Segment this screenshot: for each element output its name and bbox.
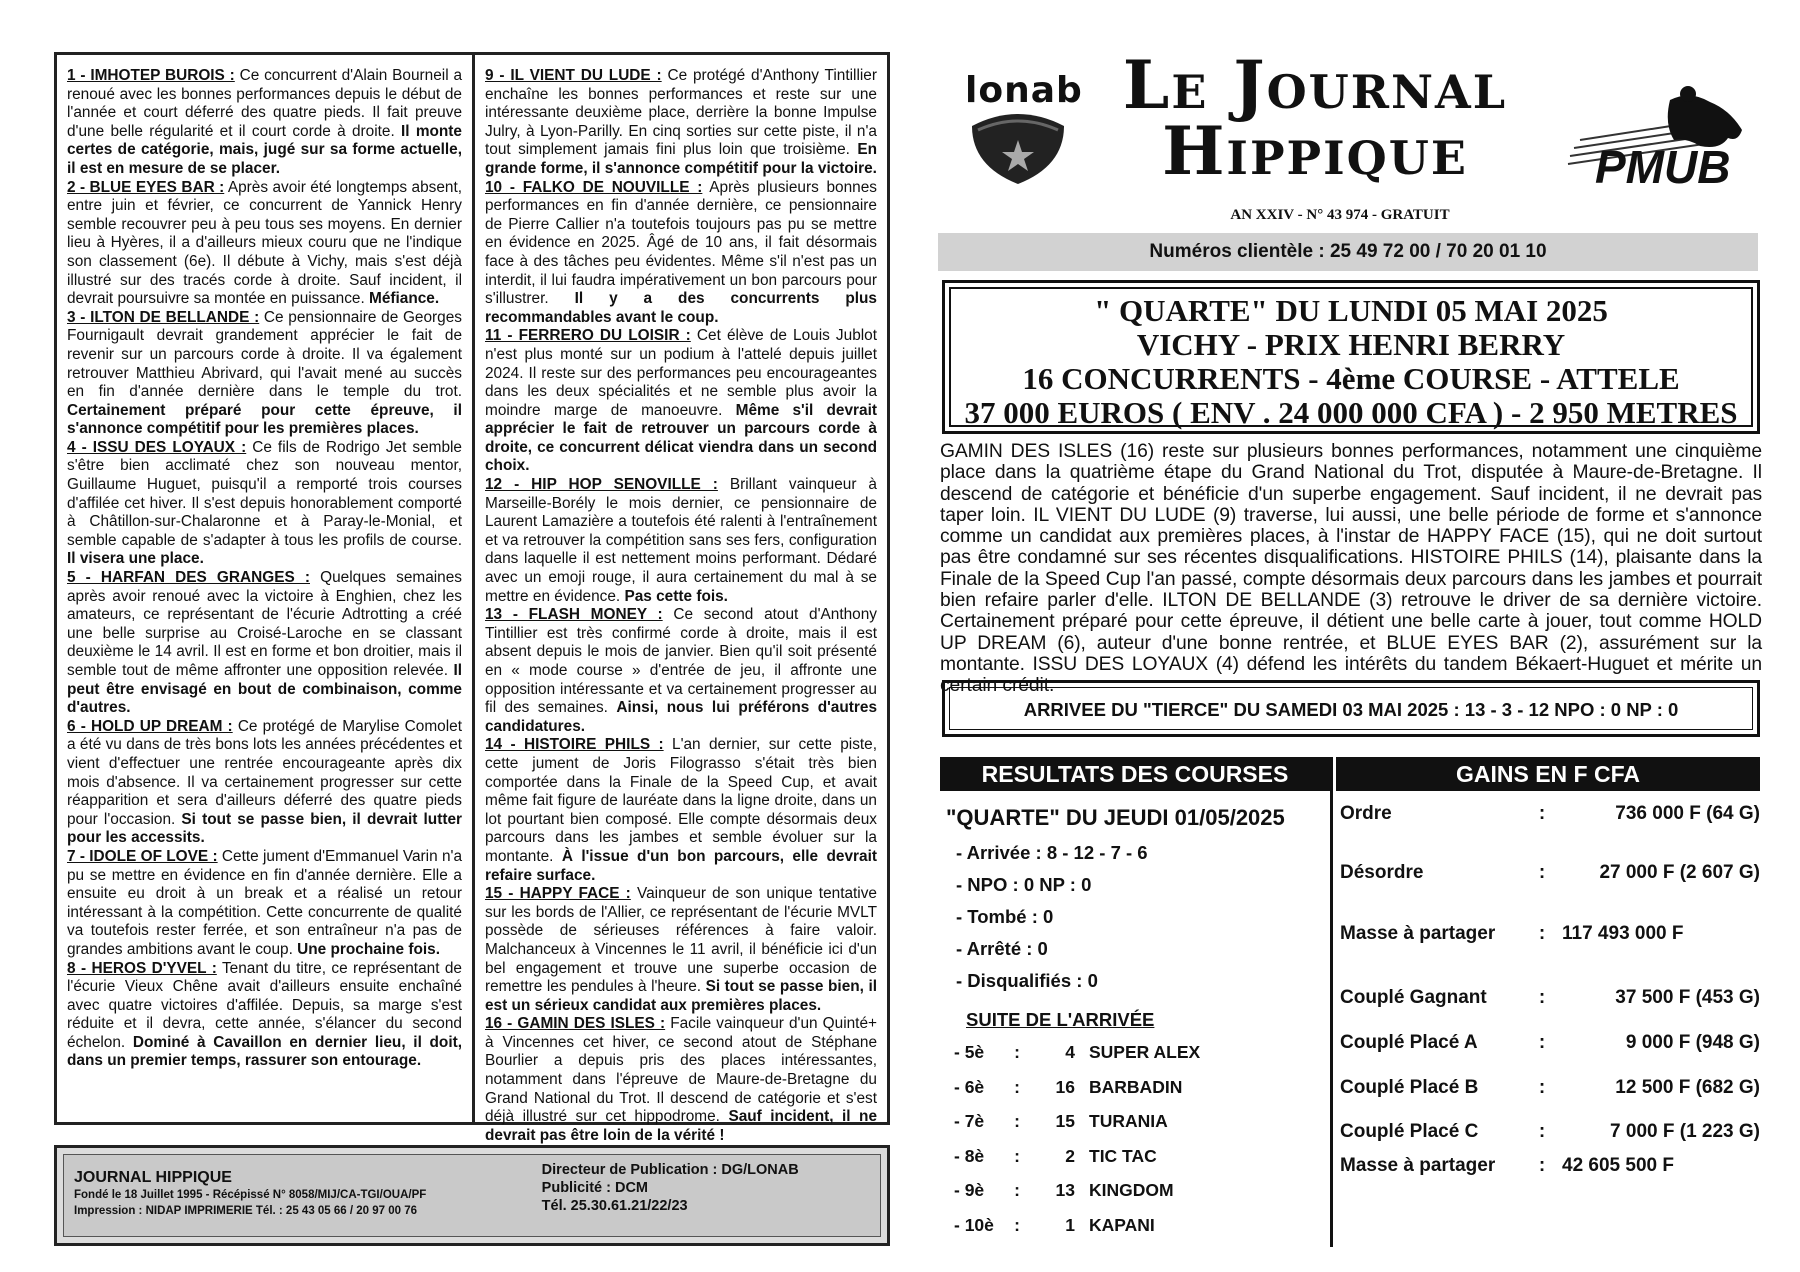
quarte-line-runners: 16 CONCURRENTS - 4ème COURSE - ATTELE	[1022, 361, 1680, 396]
horse-profile-text: L'an dernier, sur cette piste, cette jument de Joris Filograsso s'était très bien comportée dans la Finale de la Speed Cup, et avait même fait figure de lauréate dans la ligne droite, dans un lot pourtant bien composé. Elle compte désormais deux parcours dans les jambes et semble évoluer sur la montante.	[485, 736, 878, 865]
gain-colon: :	[1538, 923, 1546, 944]
suite-rank: - 8è	[954, 1145, 985, 1166]
horse-profile	[485, 476, 877, 606]
horse-profile-verdict: Si tout se passe bien, il devrait lutter pour les accessits.	[67, 810, 463, 847]
gain-colon: :	[1538, 1155, 1546, 1176]
gain-colon: :	[1538, 803, 1546, 824]
suite-rank: - 6è	[954, 1076, 985, 1097]
horse-profile-verdict: Il peut être envisagé en bout de combinaison, comme d'autres.	[67, 662, 462, 717]
horse-profile-text: Ce concurrent d'Alain Bourneil a renoué avec les bonnes performances depuis le début de l'année et court déferré des quatre pieds. Il fait preuve d'une belle régularité et il court corde à droite.	[67, 67, 462, 140]
gain-colon: :	[1538, 1121, 1546, 1142]
footer-advertising: Publicité : DCM	[541, 1180, 649, 1196]
suite-number: 2	[1065, 1145, 1075, 1166]
gain-label: Ordre	[1340, 803, 1392, 824]
suite-list	[940, 1035, 1330, 1242]
suite-colon: :	[1014, 1214, 1020, 1235]
gain-value: 27 000 F (2 607 G)	[1599, 862, 1760, 883]
profiles-column-1	[57, 55, 472, 1122]
horse-profile-verdict: Une prochaine fois.	[297, 940, 440, 958]
horse-profile-text: Ce fils de Rodrigo Jet semble s'être bien acclimaté chez son nouveau mentor, Guillaume Huguet, puisqu'il a remporté trois courses d'affilée cet hiver. Il s'est depuis honorablement comporté à Châtillon-sur-Chalaronne et à Paray-le-Monial, et semble capable de s'adapter à tous les profils de course.	[67, 438, 462, 549]
horse-profile	[67, 179, 462, 309]
horse-profile-verdict: Sauf incident, il ne devrait pas être loin de la vérité !	[485, 1108, 878, 1144]
gain-label: Masse à partager	[1340, 923, 1496, 944]
pmub-wordmark: PMUB	[1595, 141, 1731, 193]
suite-rank: - 9è	[954, 1180, 985, 1200]
result-npo: - NPO : 0 NP : 0	[956, 874, 1092, 895]
result-arrival: - Arrivée : 8 - 12 - 7 - 6	[956, 842, 1148, 863]
footer-left	[74, 1161, 536, 1230]
horse-profile-text: Ce protégé de Marylise Comolet a été vu dans de très bons lots les années précédentes et vient d'effectuer une rentrée encourageante après dix mois d'absence. Il va certainement progresser sur cette réapparition et sera d'ailleurs déferré des quatre pieds pour l'occasion.	[67, 717, 462, 828]
gain-label: Couplé Placé A	[1340, 1032, 1478, 1053]
footer-title: JOURNAL HIPPIQUE	[74, 1169, 232, 1186]
gain-value: 9 000 F (948 G)	[1625, 1032, 1760, 1053]
gain-value: 117 493 000 F	[1562, 923, 1684, 944]
results-lines	[940, 837, 1330, 997]
horse-profile-verdict: Il monte certes de catégorie, mais, jugé sur sa forme actuelle, il est en mesure de se placer.	[67, 122, 462, 177]
results-body	[940, 795, 1330, 1242]
quarte-headline-inner	[949, 287, 1753, 430]
horse-profile-heading: 3 - ILTON DE BELLANDE :	[67, 308, 260, 326]
gain-value: 37 500 F (453 G)	[1615, 987, 1760, 1008]
horse-profile-heading: 5 - HARFAN DES GRANGES :	[67, 569, 310, 587]
gain-row	[1340, 987, 1760, 1009]
horse-profile-text: Après avoir été longtemps absent, entre juin et février, ce concurrent de Yannick Henry semble recouvrer peu à peu tous ses moyens. En dernier lieu à Hyères, il a d'ailleurs mieux couru que ne l'indique son classement (6e). Il débute à Vichy, mais s'est déjà illustré sur des tracés corde à droite. Sauf incident, il devrait poursuivre sa montée en puissance.	[67, 178, 462, 308]
horse-profile	[67, 67, 462, 179]
quarte-line-purse: 37 000 EUROS ( ENV . 24 000 000 CFA ) - 2 950 METRES	[964, 395, 1738, 430]
horse-profile	[485, 179, 877, 328]
gain-label: Couplé Placé B	[1340, 1077, 1479, 1098]
gains-header: GAINS EN F CFA	[1336, 757, 1760, 791]
quarte-line-race: VICHY - PRIX HENRI BERRY	[1136, 327, 1566, 362]
horse-profile-heading: 13 - FLASH MONEY :	[485, 606, 663, 624]
suite-number: 1	[1065, 1214, 1075, 1235]
suite-horse-name: TURANIA	[1089, 1111, 1168, 1131]
suite-row	[940, 1035, 1330, 1070]
suite-number: 15	[1055, 1111, 1075, 1131]
journal-title	[1095, 46, 1535, 190]
horse-profile	[67, 960, 462, 1072]
horse-profile-heading: 15 - HAPPY FACE :	[485, 885, 631, 903]
horse-profile	[67, 309, 462, 439]
horse-profile	[485, 67, 877, 179]
gain-value: 736 000 F (64 G)	[1615, 803, 1760, 824]
suite-rank: - 5è	[954, 1042, 985, 1062]
gain-colon: :	[1538, 1077, 1546, 1098]
tierce-result-box	[942, 680, 1760, 737]
horse-profile-heading: 7 - IDOLE OF LOVE :	[67, 847, 218, 865]
suite-horse-name: BARBADIN	[1089, 1076, 1183, 1097]
horse-profile-heading: 6 - HOLD UP DREAM :	[67, 717, 233, 735]
suite-horse-name: KAPANI	[1089, 1214, 1155, 1235]
horse-profile-heading: 11 - FERRERO DU LOISIR :	[485, 327, 691, 345]
profiles-column-2	[472, 55, 887, 1144]
horse-profile-verdict: En grande forme, il s'annonce compétitif pour la victoire.	[485, 141, 877, 177]
horse-profile	[485, 606, 877, 736]
horse-profile-heading: 14 - HISTOIRE PHILS :	[485, 736, 664, 754]
horse-profile	[485, 736, 877, 885]
gain-value: 42 605 500 F	[1562, 1155, 1674, 1176]
horse-profile-text: Quelques semaines après avoir renoué avec la victoire à Enghien, chez les amateurs, ce représentant de l'écurie Adtrotting a créé une belle surprise au Croisé-Laroche en se classant deuxième le 14 avril. Il est en forme et bon droitier, mais il semble tout de même affronter une opposition relevée.	[67, 569, 462, 679]
footer-founded: Fondé le 18 Juillet 1995 - Récépissé N° 8058/MIJ/CA-TGI/OUA/PF	[74, 1189, 427, 1201]
suite-number: 16	[1055, 1076, 1075, 1097]
suite-horse-name: SUPER ALEX	[1089, 1042, 1201, 1062]
result-fallen: - Tombé : 0	[956, 906, 1054, 927]
horse-profile-text: Cette jument d'Emmanuel Varin n'a pu se mettre en évidence en fin d'année dernière. Elle a ensuite eu droit à un break et a réalisé un retour intéressant à la compétition. Cette concurrente de qualité va toutefois rester ferrée, et son entraîneur n'a pas de grandes ambitions avant le coup.	[67, 847, 463, 958]
horse-profile-verdict: Si tout se passe bien, il est un sérieux candidat aux premières places.	[485, 978, 877, 1014]
footer-printing: Impression : NIDAP IMPRIMERIE Tél. : 25 43 05 66 / 20 97 00 76	[74, 1205, 418, 1217]
result-disqualified: - Disqualifiés : 0	[956, 970, 1098, 991]
lonab-wordmark: lonab	[965, 70, 1083, 111]
suite-colon: :	[1014, 1076, 1020, 1097]
race-summary: GAMIN DES ISLES (16) reste sur plusieurs bonnes performances, notamment une cinquième place dans la quatrième étape du Grand National du Trot, disputée à Maure-de-Bretagne. Il descend de catégorie et bénéficie d'un superbe engagement. Sauf incident, il ne devrait pas taper loin. IL VIENT DU LUDE (9) traverse, lui aussi, une belle période de forme et s'annonce comme un candidat aux premières places, à l'instar de HAPPY FACE (15), qui ne doit surtout pas être condamné sur ses récentes disqualifications. HISTOIRE PHILS (14), plaisante dans la Finale de la Speed Cup l'an passé, compte désormais deux parcours dans les jambes et pourrait bien refaire parler d'elle. ILTON DE BELLANDE (3) retrouve le driver de sa dernière victoire. Certainement préparé pour cette épreuve, il détient une belle carte à jouer, tout comme HOLD UP DREAM (6), auteur d'une bonne rentrée, et BLUE EYES BAR (2), assurément sur la montante. ISSU DES LOYAUX (4) défend les intérêts du tandem Békaert-Huguet et mérite un certain crédit.	[940, 441, 1762, 697]
horse-profile	[67, 848, 462, 960]
horse-profile-heading: 4 - ISSU DES LOYAUX :	[67, 438, 247, 456]
gain-row	[1340, 803, 1760, 825]
gain-label: Masse à partager	[1340, 1155, 1496, 1176]
gain-row	[1340, 862, 1760, 884]
suite-rank: - 7è	[954, 1111, 985, 1131]
horse-profile-verdict: Dominé à Cavaillon en dernier lieu, il doit, dans un premier temps, rassurer son entourage.	[67, 1033, 463, 1070]
horse-profile-verdict: Méfiance.	[369, 290, 440, 308]
publication-footer-inner	[63, 1154, 881, 1237]
suite-title: SUITE DE L'ARRIVÉE	[966, 1009, 1155, 1030]
result-stopped: - Arrêté : 0	[956, 938, 1048, 959]
horse-profile-text: Ce protégé d'Anthony Tintillier enchaîne les bonnes performances et reste sur une intéressante deuxième place, derrière la bonne Impulse Julry, à Lyon-Parilly. En cinq sorties sur cette piste, il n'a tout simplement jamais fini plus loin que troisième.	[485, 67, 877, 159]
results-gains-divider	[1330, 757, 1333, 1247]
gain-colon: :	[1538, 987, 1546, 1008]
suite-row	[940, 1104, 1330, 1139]
horse-profile	[67, 718, 462, 848]
horse-profile	[485, 1015, 877, 1145]
horse-profile-verdict: Ainsi, nous lui préférons d'autres candidatures.	[485, 699, 877, 735]
footer-right	[536, 1161, 870, 1230]
suite-colon: :	[1014, 1042, 1020, 1062]
publication-footer	[54, 1145, 890, 1246]
gain-row	[1340, 1155, 1760, 1177]
horse-profile-heading: 9 - IL VIENT DU LUDE :	[485, 67, 662, 84]
masthead	[940, 40, 1750, 230]
horse-profile-verdict: Pas cette fois.	[624, 587, 728, 605]
suite-colon: :	[1014, 1145, 1020, 1166]
horse-profile-text: Ce pensionnaire de Georges Fournigault devrait grandement apprécier le fait de revenir sur un parcours corde à droite. Il va également retrouver Matthieu Abrivard, qui l'avait mené au succès en fin d'année dernière dans le temple du trot.	[67, 308, 462, 401]
gain-value: 12 500 F (682 G)	[1615, 1077, 1760, 1098]
horse-profile-text: Facile vainqueur d'un Quinté+ à Vincennes cet hiver, ce second atout de Stéphane Bourlier a depuis pris des places intéressantes, notamment dans l'épreuve de Maure-de-Bretagne du Grand National du Trot. Il descend de catégorie et s'est déjà illustré sur cet hippodrome.	[485, 1015, 877, 1126]
horse-profile-verdict: Certainement préparé pour cette épreuve, il s'annonce compétitif pour les premières places.	[67, 401, 462, 438]
globe-star-icon	[968, 106, 1068, 186]
horse-profile	[485, 885, 877, 1015]
quarte-line-date: " QUARTE" DU LUNDI 05 MAI 2025	[1094, 293, 1608, 328]
horse-profile-heading: 1 - IMHOTEP BUROIS :	[67, 67, 235, 84]
suite-row	[940, 1139, 1330, 1174]
suite-row	[940, 1070, 1330, 1105]
gain-colon: :	[1538, 862, 1546, 883]
horse-profile-text: Brillant vainqueur à Marseille-Borély le mois dernier, ce pensionnaire de Laurent Lamazière a toutefois été ralenti à l'entraînement et va retrouver la compétition sans ses fers, configuration dans laquelle il est nettement moins performant. Dédaré avec un emoji rouge, il aura certainement du mal à se mettre en évidence.	[485, 476, 877, 605]
suite-row	[940, 1208, 1330, 1243]
results-header: RESULTATS DES COURSES	[940, 757, 1330, 791]
suite-number: 13	[1055, 1180, 1075, 1200]
suite-number: 4	[1065, 1042, 1075, 1062]
horse-profile-heading: 16 - GAMIN DES ISLES :	[485, 1015, 666, 1033]
gain-colon: :	[1538, 1032, 1546, 1053]
horse-profile-verdict: Il y a des concurrents plus recommandables avant le coup.	[485, 290, 877, 326]
suite-row	[940, 1173, 1330, 1208]
suite-rank: - 10è	[954, 1214, 994, 1235]
horse-profile-text: Après plusieurs bonnes performances en fin d'année dernière, ce pensionnaire de Pierre Callier n'a toutefois toujours pas pu se mettre en évidence en 2025. Âgé de 10 ans, il fait désormais face à des tâches peu évidentes. Même s'il n'est pas un interdit, il lui faudra impérativement un bon parcours pour s'illustrer.	[485, 178, 877, 308]
horse-profile-text: Vainqueur de son unique tentative sur les bords de l'Allier, ce représentant de l'écurie MVLT possède de sérieuses références à faire valoir. Malchanceux à Vincennes le 11 avril, il bénéficie ici d'un bel engagement et trouve une superbe occasion de remettre les pendules à l'heure.	[485, 885, 877, 996]
edition-line: AN XXIV - N° 43 974 - GRATUIT	[1230, 207, 1450, 223]
footer-director: Directeur de Publication : DG/LONAB	[541, 1162, 799, 1178]
journal-title-line1: Le Journal	[1122, 46, 1508, 124]
horse-profile-heading: 2 - BLUE EYES BAR :	[67, 178, 225, 196]
gain-row	[1340, 923, 1760, 945]
horse-profile-text: Cet élève de Louis Jublot n'est plus monté sur un podium à l'attelé depuis juillet 2024. Il reste sur des performances peu encourageantes dans les deux spécialités et ne semble plus avoir la moindre marge de manoeuvre.	[485, 327, 878, 419]
gain-value: 7 000 F (1 223 G)	[1610, 1121, 1760, 1142]
horse-profile-verdict: Même s'il devrait apprécier le fait de retrouver un parcours corde à droite, ce concurrent délicat viendra dans un second choix.	[485, 401, 877, 475]
footer-phone: Tél. 25.30.61.21/22/23	[541, 1198, 688, 1214]
suite-horse-name: KINGDOM	[1089, 1180, 1174, 1200]
horse-profile	[67, 569, 462, 718]
gain-row	[1340, 1032, 1760, 1054]
quarte-headline-box	[942, 280, 1760, 434]
horse-profiles-box	[54, 52, 890, 1144]
gain-label: Couplé Gagnant	[1340, 987, 1487, 1008]
suite-colon: :	[1014, 1111, 1020, 1131]
horse-profile-verdict: Il visera une place.	[67, 550, 204, 568]
horse-profile	[67, 439, 462, 569]
gain-label: Désordre	[1340, 862, 1424, 883]
journal-title-line2: Hippique	[1162, 112, 1468, 190]
horse-profile-text: Ce second atout d'Anthony Tintillier est très confirmé corde à droite, mais il est absent depuis le mois de janvier. Bien qu'il soit présenté en « mode course » d'entrée de jeu, il affronte une opposition intéressante et va certainement progresser au fil des semaines.	[485, 606, 877, 717]
horse-profile-heading: 8 - HEROS D'YVEL :	[67, 959, 217, 977]
horse-profile-heading: 12 - HIP HOP SENOVILLE :	[485, 476, 718, 494]
horse-profile-heading: 10 - FALKO DE NOUVILLE :	[485, 178, 703, 196]
suite-colon: :	[1014, 1180, 1020, 1200]
horse-profile-text: Tenant du titre, ce représentant de l'écurie Vieux Chêne avait d'ailleurs ensuite enchaîné avec quatre victoires d'affilée. Depuis, sa marge s'est réduite et il devra, cette année, s'élancer du second échelon.	[67, 959, 462, 1051]
customer-phone-bar: Numéros clientèle : 25 49 72 00 / 70 20 01 10	[938, 233, 1758, 271]
horse-profile-verdict: À l'issue d'un bon parcours, elle devrait refaire surface.	[485, 847, 877, 884]
tierce-result-text: ARRIVEE DU "TIERCE" DU SAMEDI 03 MAI 2025 : 13 - 3 - 12 NPO : 0 NP : 0	[949, 687, 1753, 730]
horse-profile	[485, 327, 877, 476]
gain-row	[1340, 1077, 1760, 1099]
gain-label: Couplé Placé C	[1340, 1121, 1479, 1142]
results-title: "QUARTE" DU JEUDI 01/05/2025	[946, 805, 1285, 830]
gain-row	[1340, 1121, 1760, 1143]
suite-horse-name: TIC TAC	[1089, 1145, 1157, 1166]
